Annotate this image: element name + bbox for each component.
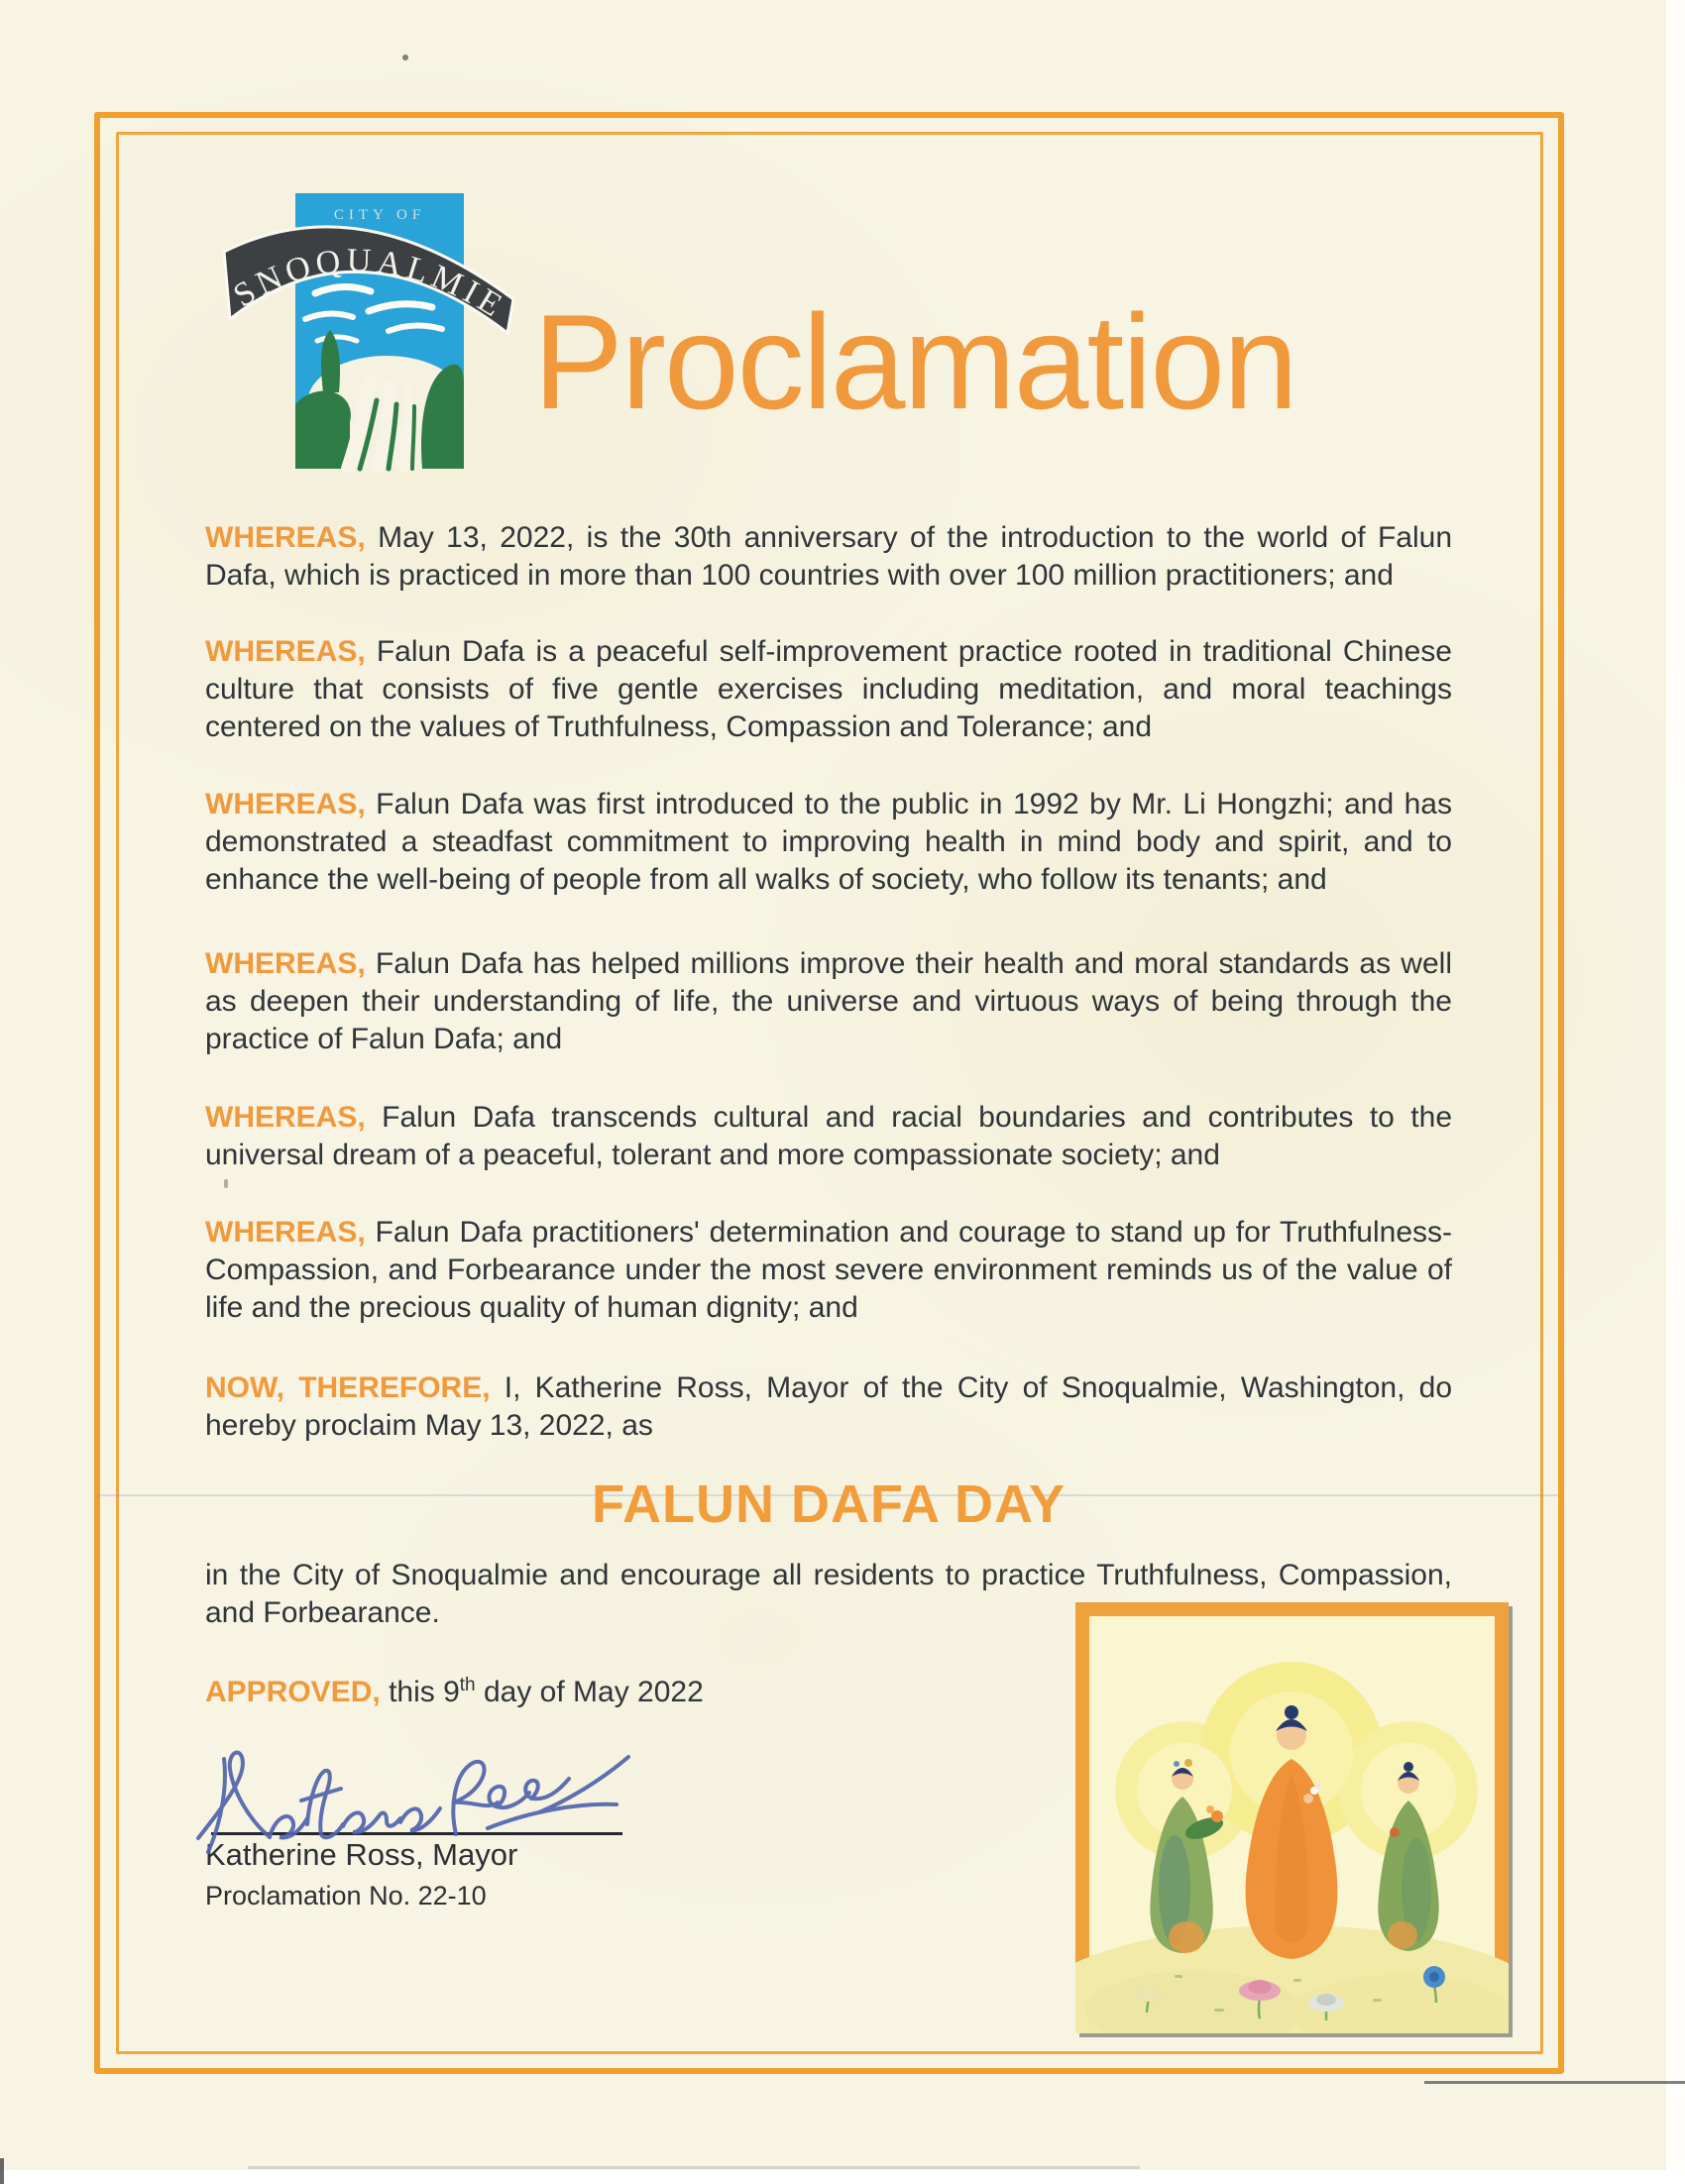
approved-ordinal-suffix: th bbox=[459, 1675, 476, 1695]
whereas-paragraph-3 bbox=[205, 786, 1452, 899]
falun-dafa-day-heading: FALUN DAFA DAY bbox=[591, 1474, 1067, 1534]
scan-smear bbox=[248, 2166, 1140, 2169]
whereas-lead: WHEREAS, bbox=[205, 1216, 366, 1249]
scan-edge-bottom bbox=[0, 2170, 1685, 2184]
whereas-paragraph-4 bbox=[205, 945, 1452, 1058]
paragraph-text: Falun Dafa transcends cultural and racial boundaries and contributes to the universal dream of a peaceful, tolerant and more compassionate society; and bbox=[205, 1101, 1452, 1171]
buddha-figures-painting bbox=[1075, 1602, 1509, 2033]
approved-text-before: this 9 bbox=[389, 1676, 460, 1708]
whereas-lead: WHEREAS, bbox=[205, 635, 366, 668]
paragraph-text: Falun Dafa was first introduced to the public in 1992 by Mr. Li Hongzhi; and has demonstrated a steadfast commitment to improving health in mind body and spirit, and to enhance the well-being of people from all walks of society, who follow its tenants; and bbox=[205, 788, 1452, 896]
approved-line bbox=[205, 1667, 704, 1711]
scan-artifact-line-bottom bbox=[1424, 2081, 1685, 2084]
paragraph-text: Falun Dafa has helped millions improve their health and moral standards as well as deepen their understanding of life, the universe and virtuous ways of being through the practice of Falun Dafa; and bbox=[205, 947, 1452, 1055]
mayor-signature bbox=[190, 1741, 636, 1870]
closing-paragraph: in the City of Snoqualmie and encourage all residents to practice Truthfulness, Compassion, and Forbearance. bbox=[205, 1559, 1452, 1629]
whereas-lead: WHEREAS, bbox=[205, 521, 366, 554]
whereas-lead: WHEREAS, bbox=[205, 788, 366, 820]
city-of-snoqualmie-logo bbox=[220, 190, 517, 473]
scan-speck bbox=[224, 1179, 228, 1188]
signer-name: Katherine Ross, Mayor bbox=[205, 1837, 518, 1872]
whereas-paragraph-6 bbox=[205, 1214, 1452, 1327]
page-title: Proclamation bbox=[533, 286, 1296, 437]
whereas-lead: WHEREAS, bbox=[205, 1101, 366, 1134]
whereas-paragraph-1 bbox=[205, 519, 1452, 595]
paragraph-text: I, Katherine Ross, Mayor of the City of Snoqualmie, Washington, do hereby proclaim May 13, 2022, as bbox=[205, 1371, 1453, 1442]
whereas-paragraph-5 bbox=[205, 1099, 1452, 1174]
whereas-paragraph-2 bbox=[205, 633, 1452, 746]
proclamation-number: Proclamation No. 22-10 bbox=[205, 1881, 487, 1911]
paragraph-text: May 13, 2022, is the 30th anniversary of the introduction to the world of Falun Dafa, which is practiced in more than 100 countries with over 100 million practitioners; and bbox=[205, 521, 1452, 592]
scan-speck bbox=[402, 55, 408, 60]
logo-city-name-text: SNOQUALMIE bbox=[227, 242, 512, 327]
approved-lead: APPROVED, bbox=[205, 1676, 381, 1708]
paragraph-text: Falun Dafa practitioners' determination and courage to stand up for Truthfulness-Compassion, and Forbearance under the most severe environment reminds us of the value of life and the precious quality of human dignity; and bbox=[205, 1216, 1453, 1324]
approved-text-after: day of May 2022 bbox=[475, 1676, 704, 1708]
now-therefore-paragraph bbox=[205, 1369, 1452, 1445]
whereas-lead: WHEREAS, bbox=[205, 947, 366, 980]
scan-edge-right bbox=[1666, 0, 1685, 2184]
paragraph-text: Falun Dafa is a peaceful self-improvement practice rooted in traditional Chinese culture that consists of five gentle exercises including meditation, and moral teachings centered on the values of Truthfulness, Compassion and Tolerance; and bbox=[205, 635, 1452, 743]
now-therefore-lead: NOW, THEREFORE, bbox=[205, 1371, 491, 1404]
scan-mark bbox=[0, 2158, 4, 2184]
logo-city-of-text: CITY OF bbox=[333, 207, 426, 223]
